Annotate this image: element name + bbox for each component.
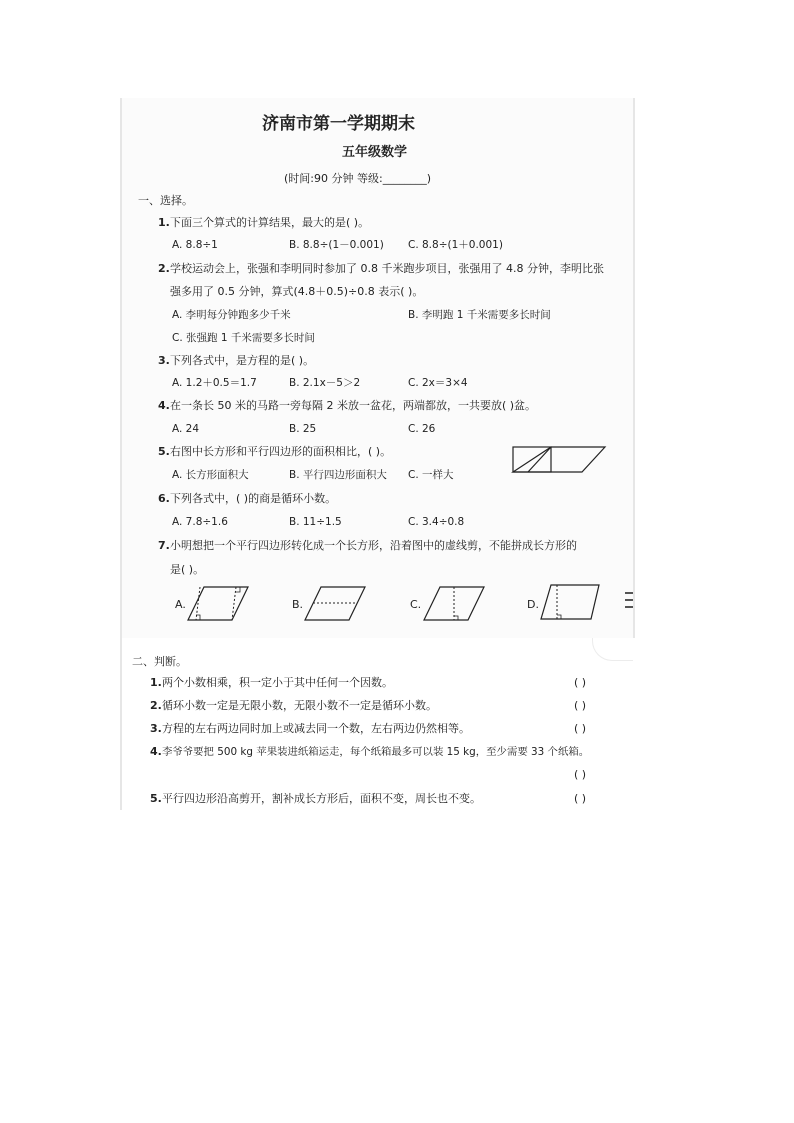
question-number: 5. bbox=[158, 445, 170, 458]
option-c[interactable]: C. 8.8÷(1＋0.001) bbox=[408, 239, 503, 251]
question-number: 4. bbox=[158, 399, 170, 412]
option-b[interactable]: B. 平行四边形面积大 bbox=[289, 469, 387, 481]
question-text: 下列各式中，( )的商是循环小数。 bbox=[170, 492, 337, 505]
option-a[interactable]: A. bbox=[175, 598, 186, 611]
judge-item-text: 李爷爷要把 500 kg 苹果装进纸箱运走，每个纸箱最多可以装 15 kg，至少需要 33 个纸箱。 bbox=[162, 746, 590, 758]
scroll-handle-icon[interactable] bbox=[625, 592, 635, 616]
question-number: 1. bbox=[158, 216, 170, 229]
exam-title: 济南市第一学期期末 bbox=[262, 114, 415, 134]
question-number: 2. bbox=[158, 262, 170, 275]
parallelogram-figure-b bbox=[303, 585, 367, 623]
option-a[interactable]: A. 24 bbox=[172, 423, 200, 435]
judge-item-text: 循环小数一定是无限小数，无限小数不一定是循环小数。 bbox=[162, 699, 437, 712]
option-b[interactable]: B. 李明跑 1 千米需要多长时间 bbox=[408, 309, 551, 321]
option-c[interactable]: C. 3.4÷0.8 bbox=[408, 516, 465, 528]
answer-blank[interactable]: ( ) bbox=[574, 768, 587, 781]
page-edge-left bbox=[120, 98, 122, 810]
option-c[interactable]: C. 26 bbox=[408, 423, 436, 435]
judge-item-number: 5. bbox=[150, 792, 162, 805]
judge-item-number: 3. bbox=[150, 722, 162, 735]
option-a[interactable]: A. 8.8÷1 bbox=[172, 239, 218, 251]
question-text: 右图中长方形和平行四边形的面积相比，( )。 bbox=[170, 445, 392, 458]
option-c[interactable]: C. 2x＝3×4 bbox=[408, 377, 468, 389]
option-a[interactable]: A. 1.2＋0.5＝1.7 bbox=[172, 377, 257, 389]
option-b[interactable]: B. 25 bbox=[289, 423, 317, 435]
section-heading-judge: 二、判断。 bbox=[132, 655, 187, 668]
option-b[interactable]: B. 8.8÷(1－0.001) bbox=[289, 239, 384, 251]
option-c[interactable]: C. 一样大 bbox=[408, 469, 454, 481]
question-number: 3. bbox=[158, 354, 170, 367]
answer-blank[interactable]: ( ) bbox=[574, 676, 587, 689]
judge-item-number: 4. bbox=[150, 745, 162, 758]
judge-item-text: 方程的左右两边同时加上或减去同一个数，左右两边仍然相等。 bbox=[162, 722, 470, 735]
question-number: 7. bbox=[158, 539, 170, 552]
question-text-line2: 是( )。 bbox=[170, 563, 205, 576]
question-text: 在一条长 50 米的马路一旁每隔 2 米放一盆花，两端都放，一共要放( )盆。 bbox=[170, 399, 537, 412]
option-c[interactable]: C. 张强跑 1 千米需要多长时间 bbox=[172, 332, 315, 344]
option-a[interactable]: A. 李明每分钟跑多少千米 bbox=[172, 309, 291, 321]
answer-blank[interactable]: ( ) bbox=[574, 792, 587, 805]
option-a[interactable]: A. 长方形面积大 bbox=[172, 469, 249, 481]
judge-item-text: 两个小数相乘，积一定小于其中任何一个因数。 bbox=[162, 676, 393, 689]
question-text: 下面三个算式的计算结果，最大的是( )。 bbox=[170, 216, 370, 229]
answer-blank[interactable]: ( ) bbox=[574, 722, 587, 735]
parallelogram-figure-d bbox=[539, 583, 603, 623]
answer-blank[interactable]: ( ) bbox=[574, 699, 587, 712]
question-text-line2: 强多用了 0.5 分钟，算式(4.8＋0.5)÷0.8 表示( )。 bbox=[170, 285, 424, 298]
option-b[interactable]: B. 11÷1.5 bbox=[289, 516, 342, 528]
option-a[interactable]: A. 7.8÷1.6 bbox=[172, 516, 228, 528]
judge-item-number: 2. bbox=[150, 699, 162, 712]
judge-item-number: 1. bbox=[150, 676, 162, 689]
option-b[interactable]: B. bbox=[292, 598, 304, 611]
exam-info: (时间:90 分钟 等级:________) bbox=[284, 172, 431, 185]
exam-subtitle: 五年级数学 bbox=[342, 145, 408, 160]
page-edge-right bbox=[633, 98, 635, 638]
rectangle-parallelogram-figure bbox=[512, 446, 608, 474]
parallelogram-figure-c bbox=[422, 585, 486, 623]
option-c[interactable]: C. bbox=[410, 598, 422, 611]
judge-item-text: 平行四边形沿高剪开，割补成长方形后，面积不变，周长也不变。 bbox=[162, 792, 481, 805]
section-heading-choice: 一、选择。 bbox=[138, 194, 193, 207]
question-number: 6. bbox=[158, 492, 170, 505]
question-text-line1: 学校运动会上，张强和李明同时参加了 0.8 千米跑步项目，张强用了 4.8 分钟，李明比张 bbox=[170, 262, 604, 275]
parallelogram-figure-a bbox=[186, 585, 250, 623]
option-b[interactable]: B. 2.1x－5＞2 bbox=[289, 377, 361, 389]
question-text-line1: 小明想把一个平行四边形转化成一个长方形，沿着图中的虚线剪，不能拼成长方形的 bbox=[170, 539, 577, 552]
option-d[interactable]: D. bbox=[527, 598, 539, 611]
question-text: 下列各式中，是方程的是( )。 bbox=[170, 354, 315, 367]
